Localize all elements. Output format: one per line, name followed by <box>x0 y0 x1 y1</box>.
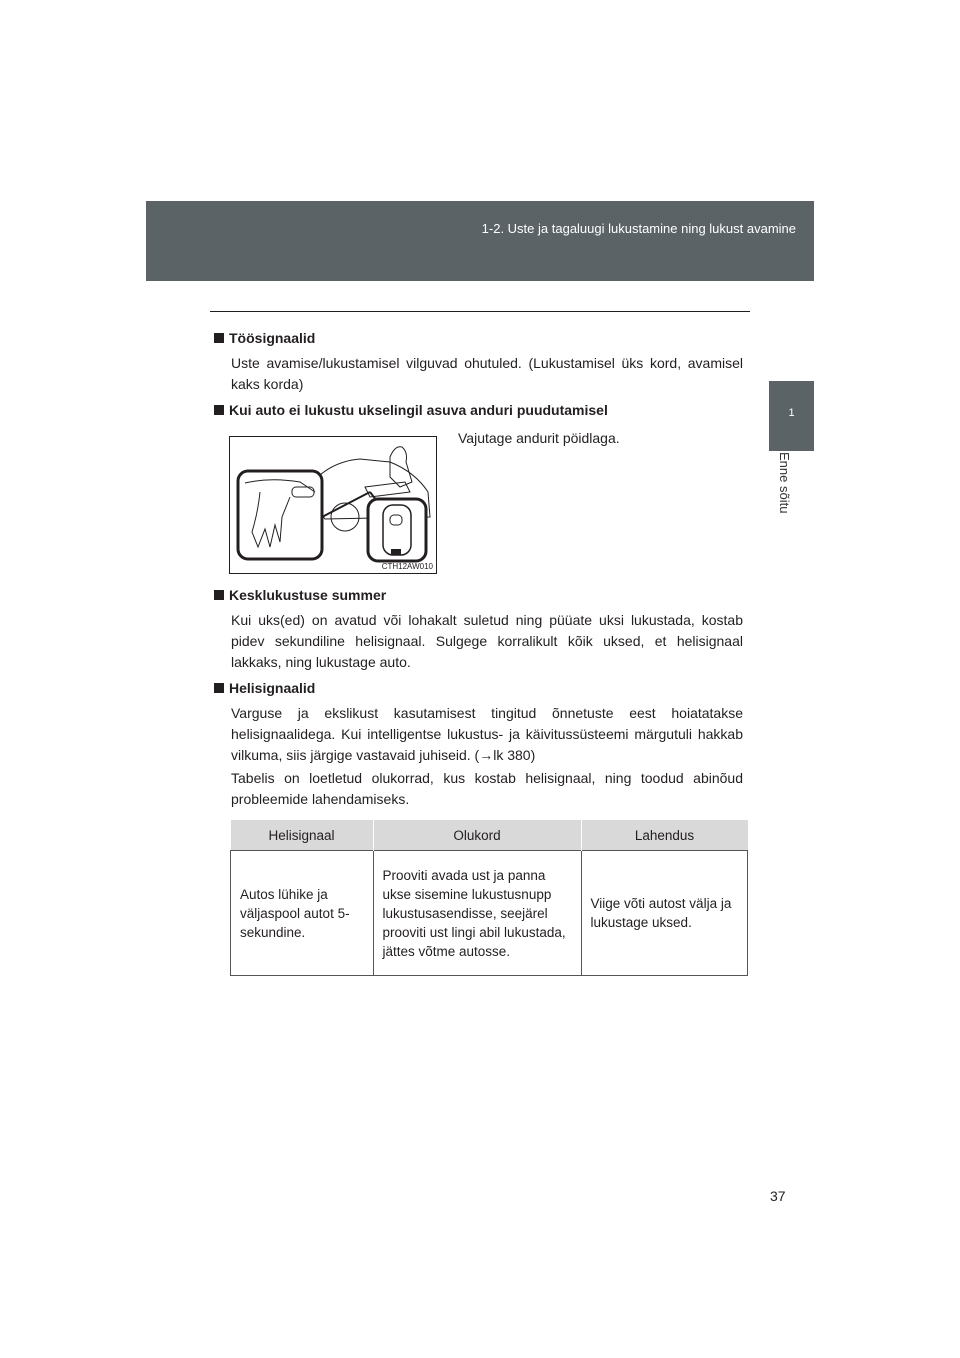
chapter-header <box>146 201 814 281</box>
breadcrumb: 1-2. Uste ja tagaluugi lukustamine ning lukust avamine <box>481 221 796 236</box>
section-heading-alarms: Helisignaalid <box>214 680 315 696</box>
square-bullet-icon <box>214 405 224 415</box>
chapter-number: 1 <box>788 407 795 419</box>
square-bullet-icon <box>214 683 224 693</box>
chapter-tab <box>769 381 814 451</box>
figure-code: CTH12AW010 <box>381 562 433 571</box>
figure-sensor-illustration <box>229 436 437 574</box>
table-header-signal: Helisignaal <box>231 820 374 851</box>
car-door-handle-illustration <box>230 437 436 573</box>
alarms-table-intro: Tabelis on loetletud olukorrad, kus kostab helisignaal, ning toodud abinõud probleemide lahendamiseks. <box>231 770 743 807</box>
figure-caption: Vajutage andurit pöidlaga. <box>458 430 620 446</box>
chapter-label: Enne sõitu <box>777 452 792 514</box>
table-row <box>231 851 748 976</box>
alarms-text: Varguse ja ekslikust kasutamisest tingitud õnnetuste eest hoiatatakse helisignaalidega. Kui intelligentse lukustus- ja käivitussüsteemi märgutuli hakkab vilkuma, siis järgige vastavaid juhiseid. (→lk 380) <box>231 705 743 763</box>
square-bullet-icon <box>214 590 224 600</box>
buzzer-text: Kui uks(ed) on avatud või lohakalt suletud ning püüate uksi lukustada, kostab pidev sekundiline helisignaal. Sulgege korralikult kõik uksed, et helisignaal lakkaks, ning lukustage auto. <box>231 612 743 670</box>
table-cell-situation: Prooviti avada ust ja panna ukse sisemine lukustusnupp lukustusasendisse, seejärel prooviti ust lingi abil lukustada, jättes võtme autosse. <box>373 851 581 976</box>
section-heading-buzzer: Kesklukustuse summer <box>214 587 386 603</box>
table-header-situation: Olukord <box>373 820 581 851</box>
page-number: 37 <box>770 1188 786 1204</box>
section-heading-not-locking: Kui auto ei lukustu ukselingil asuva anduri puudutamisel <box>214 402 608 418</box>
table-header-solution: Lahendus <box>581 820 748 851</box>
section-heading-operation-signals: Töösignaalid <box>214 330 315 346</box>
alarm-table <box>230 820 748 976</box>
table-header-row <box>231 820 748 851</box>
table-cell-signal: Autos lühike ja väljaspool autot 5-sekundine. <box>231 851 374 976</box>
top-rule <box>210 311 750 312</box>
operation-signals-text: Uste avamise/lukustamisel vilguvad ohutuled. (Lukustamisel üks kord, avamisel kaks korda) <box>231 355 743 392</box>
square-bullet-icon <box>214 333 224 343</box>
table-cell-solution: Viige võti autost välja ja lukustage uksed. <box>581 851 748 976</box>
